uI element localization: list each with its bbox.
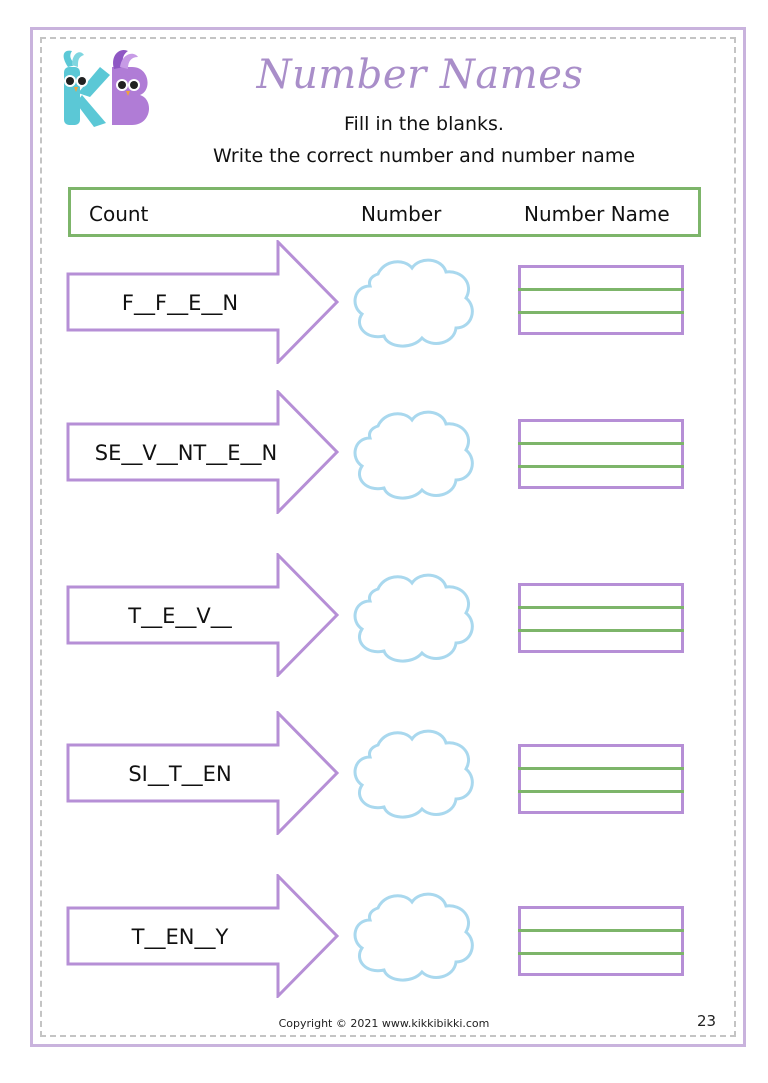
instruction-line-1: Fill in the blanks.: [344, 113, 504, 135]
missing-letters-word: SI__T__EN: [128, 762, 232, 786]
number-name-answer-lines[interactable]: [518, 906, 684, 976]
answer-guideline: [518, 311, 684, 314]
number-name-answer-lines[interactable]: [518, 265, 684, 335]
answer-guideline: [518, 606, 684, 609]
cloud-icon[interactable]: [348, 567, 480, 667]
worksheet-row: [0, 553, 768, 683]
answer-guideline: [518, 952, 684, 955]
worksheet-row: [0, 390, 768, 520]
cloud-icon[interactable]: [348, 252, 480, 352]
page-title: Number Names: [256, 52, 584, 98]
instruction-line-2: Write the correct number and number name: [212, 145, 636, 167]
answer-guideline: [518, 767, 684, 770]
answer-guideline: [518, 442, 684, 445]
number-name-answer-lines[interactable]: [518, 419, 684, 489]
answer-guideline: [518, 288, 684, 291]
missing-letters-word: T__E__V__: [128, 604, 232, 628]
answer-guideline: [518, 465, 684, 468]
table-header: [68, 187, 701, 237]
answer-guideline: [518, 929, 684, 932]
number-name-answer-lines[interactable]: [518, 744, 684, 814]
missing-letters-word: T__EN__Y: [131, 925, 229, 949]
cloud-icon[interactable]: [348, 723, 480, 823]
number-name-answer-lines[interactable]: [518, 583, 684, 653]
missing-letters-word: F__F__E__N: [121, 291, 239, 315]
header-number-name: Number Name: [524, 202, 670, 226]
missing-letters-word: SE__V__NT__E__N: [94, 441, 278, 465]
worksheet-row: [0, 874, 768, 1004]
answer-guideline: [518, 629, 684, 632]
worksheet-row: [0, 711, 768, 841]
header-count: Count: [89, 202, 149, 226]
cloud-icon[interactable]: [348, 404, 480, 504]
header-number: Number: [361, 202, 442, 226]
cloud-icon[interactable]: [348, 886, 480, 986]
answer-guideline: [518, 790, 684, 793]
page-number: 23: [697, 1012, 717, 1030]
copyright-footer: Copyright © 2021 www.kikkibikki.com: [278, 1017, 490, 1030]
worksheet-row: [0, 240, 768, 370]
